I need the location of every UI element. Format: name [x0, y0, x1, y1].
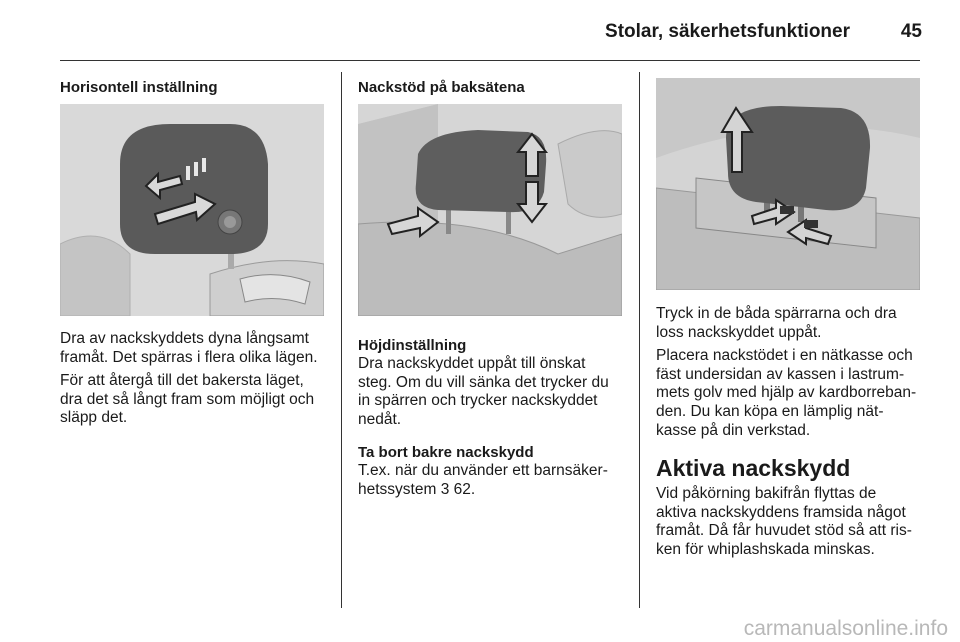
column-divider-2 — [639, 72, 640, 608]
page-reference-icon: 3 — [440, 480, 450, 498]
removal-para-2: Placera nackstödet i en nätkasse och fäst undersidan av kassen i lastrum-mets golv med hjälp av kardborreban-den. Du kan köpa en lämplig nät-kasse på din verkstad. — [656, 347, 917, 439]
column-2 — [358, 78, 622, 505]
remove-rear-headrest-para — [358, 462, 622, 499]
column-3 — [656, 78, 920, 565]
subheading-height-adjustment: Höjdinställning — [358, 337, 467, 354]
removal-para-1: Tryck in de båda spärrarna och dra loss nackskyddet uppåt. — [656, 305, 897, 341]
section-heading-active-headrests: Aktiva nackskydd — [656, 455, 851, 482]
header-rule — [60, 60, 920, 61]
horizontal-para-2: För att återgå till det bakersta läget, dra det så långt fram som möjligt och släpp det. — [60, 372, 315, 427]
horizontal-para-1: Dra av nackskyddets dyna långsamt framåt. Det spärras i flera olika lägen. — [60, 330, 318, 366]
height-adjustment-para: Dra nackskyddet uppåt till önskat steg. Om du vill sänka det trycker du in spärren och trycker nackskyddet nedåt. — [358, 355, 609, 428]
subheading-remove-rear-headrest: Ta bort bakre nackskydd — [358, 444, 534, 462]
page-reference-number: 62. — [453, 480, 476, 498]
active-headrests-para: Vid påkörning bakifrån flyttas de aktiva nackskyddens framsida något framåt. Då får huvudet stöd så att ris-ken för whiplashskada minskas. — [656, 485, 912, 558]
watermark: carmanualsonline.info — [743, 617, 948, 640]
page-number: 45 — [900, 21, 922, 42]
section-heading-rear-headrests: Nackstöd på baksätena — [358, 79, 525, 96]
section-heading-horizontal: Horisontell inställning — [60, 79, 218, 96]
page-header-title: Stolar, säkerhetsfunktioner — [605, 21, 850, 42]
headrest-removal-figure — [656, 78, 920, 290]
remove-rear-headrest-text: T.ex. när du använder ett barnsäker-hetssystem — [358, 462, 608, 498]
headrest-horizontal-figure — [60, 104, 324, 316]
column-divider-1 — [341, 72, 342, 608]
column-1 — [60, 78, 324, 433]
rear-headrest-height-figure — [358, 104, 622, 316]
